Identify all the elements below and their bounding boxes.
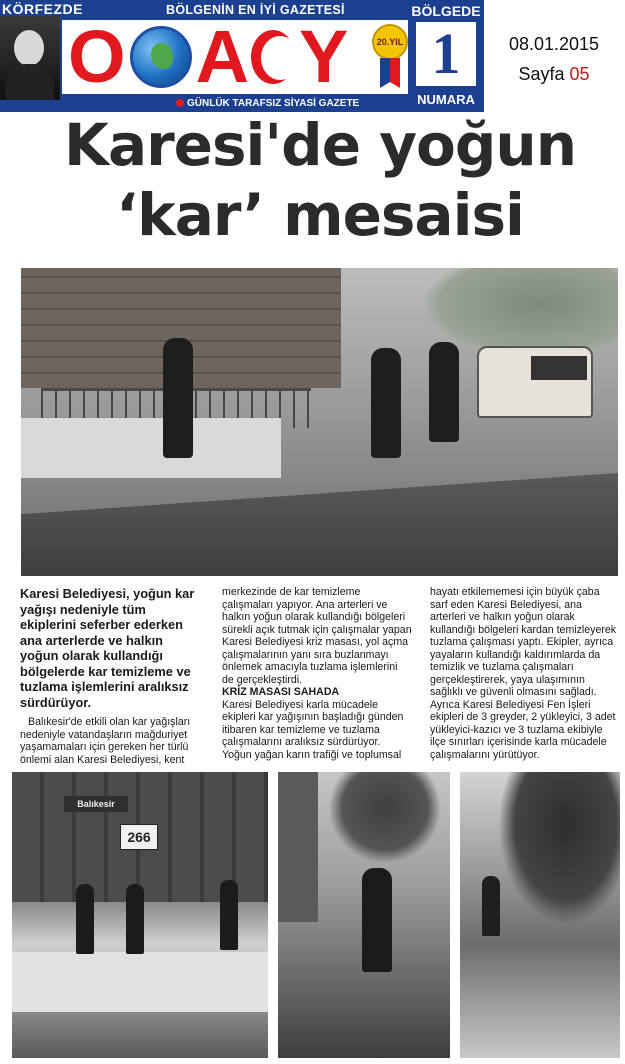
article-subhead: KRİZ MASASI SAHADA <box>222 686 340 698</box>
article-column-2 <box>222 586 412 761</box>
worker-figure <box>371 348 401 458</box>
photo-snowy-sidewalk <box>460 772 620 1058</box>
body-paragraph: hayatı etkilememesi için büyük çaba sarf eden Karesi Belediyesi, ana arterleri ve halkın yoğun olarak kullandığı bölgeleri kardan temizleyerek tuzlama çalışması yaptı. Ekipler, ayrıca yayaların kullandığı kaldırımlarda da temizlik ve tuzlama çalışmaları gerçekleştirerek, yaya ulaşımının sağlıklı ve güvenli olmasını sağladı. Ayrıca Karesi Belediyesi Fen İşleri ekipleri de 3 greyder, 2 yükleyici, 3 adet yükleyici-kazıcı ve 3 tuzlama ekibiyle ilçe sınırları içerisinde karla mücadele çalışmalarını yürütüyor. <box>430 586 617 761</box>
worker-figure <box>362 868 392 972</box>
worker-figure <box>126 884 144 954</box>
article-column-1 <box>20 716 200 766</box>
article-headline <box>20 110 620 250</box>
anniversary-badge: 20.YIL <box>372 24 408 60</box>
worker-figure <box>220 880 238 950</box>
shop-sign: Balıkesir <box>64 796 128 812</box>
page-label: Sayfa <box>518 64 565 84</box>
worker-figure <box>429 342 459 442</box>
rank-top-label: BÖLGEDE <box>411 3 481 19</box>
portrait-photo <box>0 16 60 100</box>
headline-line-2: ‘kar’ mesaisi <box>116 181 524 249</box>
masthead-region: KÖRFEZDE <box>2 1 83 17</box>
newspaper-masthead <box>0 0 484 112</box>
masthead-slogan: BÖLGENİN EN İYİ GAZETESİ <box>166 3 345 17</box>
lead-paragraph: Karesi Belediyesi, yoğun kar yağışı nedeniyle tüm ekiplerini seferber ederken ana arterlerde ve halkın yoğun olarak kullandığı bölgelerde kar temizleme ve tuzlama işlemlerini aralıksız sürdürüyor. <box>20 586 195 710</box>
newspaper-logo: O A Y <box>68 15 347 98</box>
rank-bottom-label: NUMARA <box>417 92 475 107</box>
page-number: 05 <box>569 64 590 84</box>
masthead-tagline: GÜNLÜK TARAFSIZ SİYASİ GAZETE <box>176 98 359 109</box>
headline-line-1: Karesi'de yoğun <box>64 111 576 179</box>
body-paragraph: merkezinde de kar temizleme çalışmaları yapıyor. Ana arterleri ve halkın yoğun olarak kullandığı bölgeleri sürekli açık tutmak için çalışmalar yapan Karesi Belediyesi kriz masası, yol açma çalışmalarının yanı sıra buzlanmayı önlemek amacıyla tuzlama işlemlerini de gerçekleştirdi. <box>222 586 412 686</box>
issue-date: 08.01.2015 <box>508 34 600 54</box>
photo-street-workers <box>12 772 268 1058</box>
body-paragraph: Karesi Belediyesi karla mücadele ekipleri kar yağışının başladığı günden itibaren kar temizleme ve tuzlama çalışmalarını aralıksız sürdürüyor. Yoğun yağan karın trafiği ve toplumsal <box>222 698 404 761</box>
street-number-sign: 266 <box>120 824 158 850</box>
photo-sidewalk-worker <box>278 772 450 1058</box>
van-shape <box>477 346 593 418</box>
article-column-3 <box>430 586 620 761</box>
body-paragraph: Balıkesir'de etkili olan kar yağışları nedeniyle vatandaşların mağduriyet yaşamamaları için gereken her türlü önlemi alan Karesi Belediyesi, kent <box>20 716 191 766</box>
crescent-icon <box>251 30 295 84</box>
worker-figure <box>482 876 500 936</box>
bullet-icon <box>176 99 184 107</box>
rank-number: 1 <box>416 22 476 86</box>
main-photo-snow-workers <box>21 268 618 576</box>
article-lead <box>20 586 200 710</box>
rank-box <box>408 0 484 112</box>
worker-figure <box>163 338 193 458</box>
worker-figure <box>76 884 94 954</box>
globe-icon <box>130 26 192 88</box>
page-indicator <box>492 64 616 85</box>
